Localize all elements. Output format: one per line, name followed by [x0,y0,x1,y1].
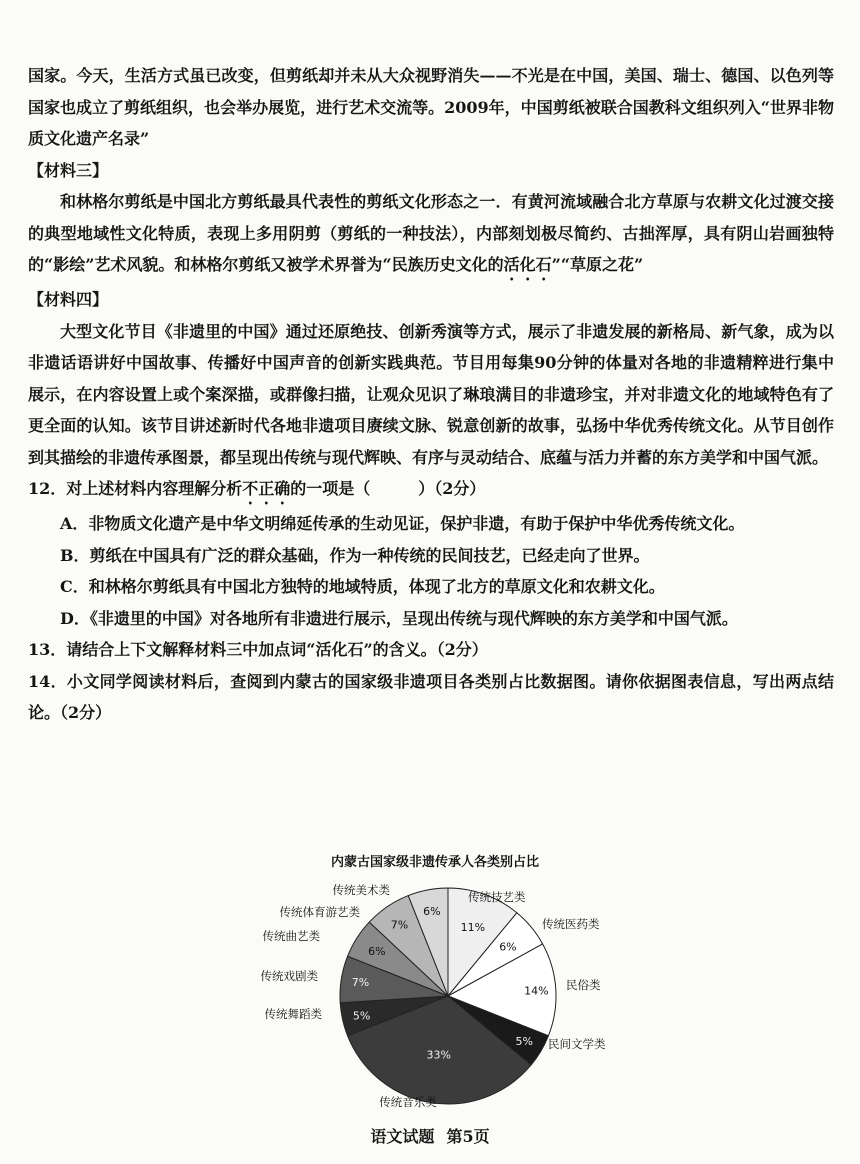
slice-percent-label: 14% [524,984,549,998]
passage-block [28,60,834,729]
q12-option-b: B．剪纸在中国具有广泛的群众基础，作为一种传统的民间技艺，已经走向了世界。 [60,545,650,565]
slice-category-label: 传统医药类 [542,917,600,931]
chart-title: 内蒙古国家级非遗传承人各类别占比 [330,855,540,870]
material4-paragraph: 大型文化节目《非遗里的中国》通过还原绝技、创新秀演等方式，展示了非遗发展的新格局、新气象，成为以非遗话语讲好中国故事、传播好中国声音的创新实践典范。节目用每集90分钟的体量对各地的非遗精粹进行集中展示，在内容设置上或个案深描，或群像扫描，让观众见识了琳琅满目的非遗珍宝，并对非遗文化的地域特色有了更全面的认知。该节目讲述新时代各地非遗项目赓续文脉、锐意创新的故事，弘扬中华优秀传统文化。从节目创作到其描绘的非遗传承图景，都呈现出传统与现代辉映、有序与灵动结合、底蕴与活力并蓄的东方美学和中国气派。 [28,321,834,467]
material3-heading: 【材料三】 [28,160,109,180]
material3-text-before: 和林格尔剪纸是中国北方剪纸最具代表性的剪纸文化形态之一．有黄河流域融合北方草原与农耕文化过渡交接的典型地域性文化特质，表现上多用阴剪（剪纸的一种技法），内部刻划极尽简约、古拙浑厚，具有阴山岩画独特的“影绘”艺术风貌。和林格尔剪纸又被学术界誉为“民族历史文化的 [28,192,834,274]
q12-option-c: C．和林格尔剪纸具有中国北方独特的地域特质，体现了北方的草原文化和农耕文化。 [60,577,665,596]
material3-text-after: ”“草原之花” [551,255,644,274]
question-13: 13．请结合上下文解释材料三中加点词“活化石”的含义。（2分） [28,640,488,659]
q12-option-d: D．《非遗里的中国》对各地所有非遗进行展示，呈现出传统与现代辉映的东方美学和中国气派。 [60,608,738,628]
slice-percent-label: 5% [515,1035,533,1049]
slice-percent-label: 6% [368,944,386,958]
q12-stem-emphasis: 不正确 [242,479,291,498]
question-14: 14．小文同学阅读材料后，查阅到内蒙古的国家级非遗项目各类别占比数据图。请你依据图表信息，写出两点结论。（2分） [28,671,834,722]
q12-stem-prefix: 12．对上述材料内容理解分析 [28,479,243,498]
q12-option-a: A．非物质文化遗产是中华文明绵延传承的生动见证，保护非遗，有助于保护中华优秀传统文化。 [60,514,745,533]
pie-chart [230,848,640,1118]
slice-category-label: 传统美术类 [332,883,390,897]
slice-percent-label: 33% [426,1048,451,1062]
slice-percent-label: 6% [499,940,517,954]
slice-percent-label: 7% [390,918,409,932]
footer-page-number: 第5页 [446,1127,490,1146]
material3-paragraph [28,186,834,284]
material4-heading: 【材料四】 [28,290,109,309]
page-footer [0,1124,860,1147]
question-12-stem [28,473,834,508]
slice-percent-label: 6% [423,905,441,919]
slice-category-label: 传统音乐类 [379,1095,437,1109]
material3-emphasis: 活化石 [503,255,552,274]
slice-percent-label: 11% [460,920,486,934]
slice-category-label: 传统技艺类 [468,890,526,904]
intro-paragraph: 国家。今天，生活方式虽已改变，但剪纸却并未从大众视野消失——不光是在中国，美国、瑞士、德国、以色列等国家也成立了剪纸组织，也会举办展览，进行艺术交流等。2009年，中国剪纸被联合国教科文组织列入“世界非物质文化遗产名录” [28,66,834,148]
slice-category-label: 传统戏剧类 [260,969,318,983]
footer-subject: 语文试题 [370,1127,435,1146]
pie-chart-container [230,848,640,1118]
slice-category-label: 传统曲艺类 [262,929,320,943]
slice-category-label: 传统舞蹈类 [264,1007,322,1021]
q12-stem-suffix: 的一项是（ ）（2分） [290,479,486,498]
slice-category-label: 传统体育游艺类 [279,905,360,919]
slice-category-label: 民间文学类 [548,1037,606,1051]
slice-percent-label: 7% [351,976,370,990]
slice-percent-label: 5% [352,1009,371,1023]
slice-category-label: 民俗类 [566,978,601,992]
